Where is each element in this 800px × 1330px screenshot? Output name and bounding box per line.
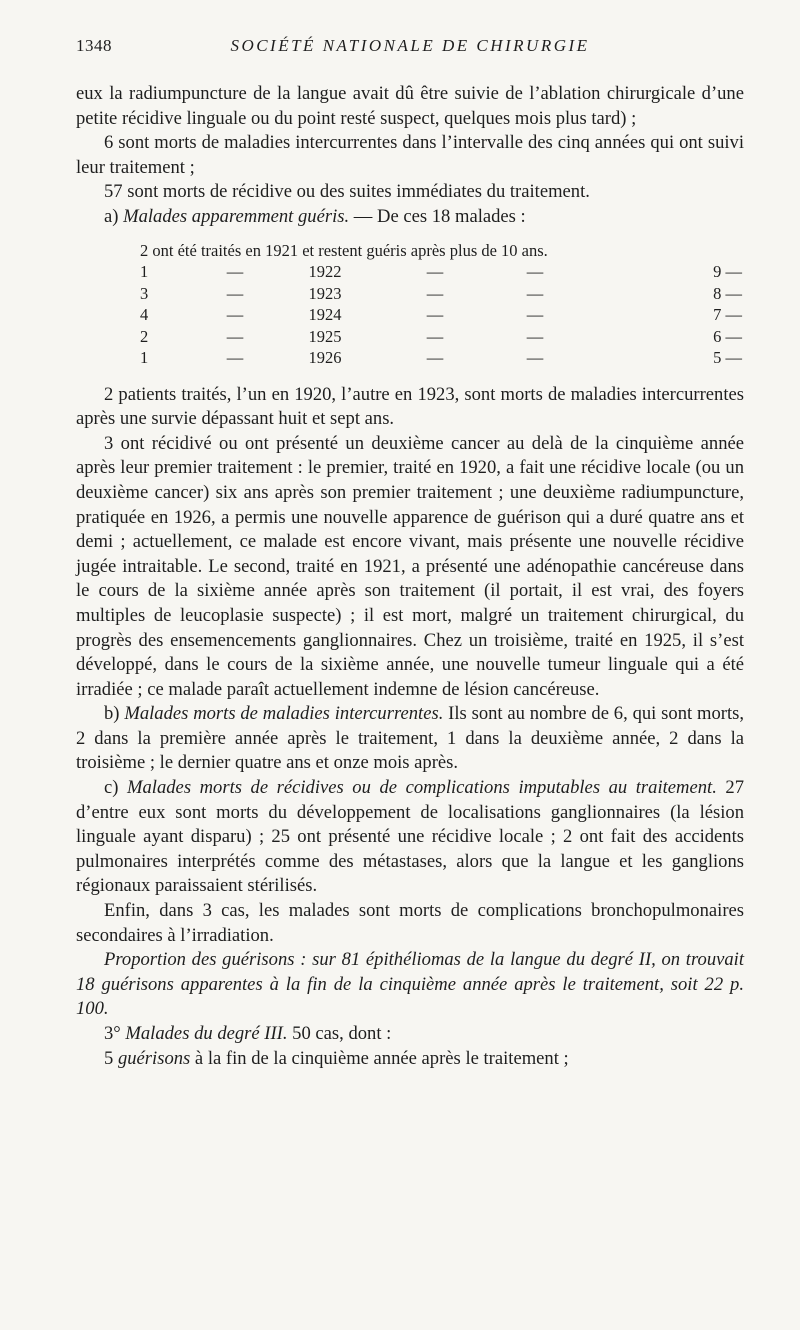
- italic-heading: Malades morts de maladies intercurrentes.: [124, 703, 444, 725]
- table-row: 2 ont été traités en 1921 et restent guéris après plus de 10 ans.: [140, 240, 548, 260]
- table-row: 4 — 1924 — — 7 —: [140, 305, 742, 325]
- paragraph: 57 sont morts de récidive ou des suites immédiates du traitement.: [104, 181, 590, 203]
- section-heading-b: b) Malades morts de maladies intercurrentes. Ils sont au nombre de 6, qui sont morts, 2 dans la première année après le traitement, 1 dans la deuxième année, 2 dans la troisième ; le dernier quatre ans et onze mois après.: [76, 703, 744, 774]
- paragraph: 5 guérisons à la fin de la cinquième année après le traitement ;: [104, 1047, 569, 1069]
- proportion-statement: Proportion des guérisons : sur 81 épithéliomas de la langue du degré II, on trouvait 18 guérisons apparentes à la fin de la cinquième année après le traitement, soit 22 p. 100.: [76, 949, 744, 1020]
- paragraph: eux la radiumpuncture de la langue avait dû être suivie de l’ablation chirurgicale d’une petite récidive linguale ou du point resté suspect, quelques mois plus tard) ;: [76, 83, 744, 129]
- table-row: 2 — 1925 — — 6 —: [140, 326, 742, 346]
- section-heading-a: a) Malades apparemment guéris. — De ces 18 malades :: [104, 205, 526, 227]
- table-row: 1 — 1926 — — 5 —: [140, 348, 742, 368]
- table-row: 1 — 1922 — — 9 —: [140, 262, 742, 282]
- italic-heading: Malades morts de récidives ou de complications imputables au traitement.: [127, 777, 717, 799]
- italic-heading: Malades du degré III.: [125, 1023, 288, 1044]
- page-number: 1348: [76, 36, 112, 55]
- paragraph: 3 ont récidivé ou ont présenté un deuxième cancer au delà de la cinquième année après leur premier traitement : le premier, traité en 1920, a fait une récidive locale (ou un deuxième cancer) six ans après son premier traitement ; une deuxième radiumpuncture, pratiquée en 1926, a permis une nouvelle apparence de guérison qui a duré quatre ans et demi ; actuellement, ce malade est encore vivant, mais présente une nouvelle récidive jugée intraitable. Le second, traité en 1921, a présenté une adénopathie cancéreuse dans le cours de la sixième année après son traitement (il portait, il est vrai, des foyers multiples de leucoplasie suspecte) ; il est mort, malgré un traitement chirurgical, du progrès des ensemencements ganglionnaires. Chez un troisième, traité en 1925, il s’est développé, dans le cours de la sixième année, une nouvelle tumeur linguale qui a été irradiée ; ce malade paraît actuellement indemne de lésion cancéreuse.: [76, 432, 744, 700]
- section-heading-degree-3: 3° Malades du degré III. 50 cas, dont :: [104, 1023, 392, 1044]
- italic-heading: Malades apparemment guéris.: [123, 205, 350, 227]
- running-header: [76, 36, 744, 62]
- running-title: SOCIÉTÉ NATIONALE DE CHIRURGIE: [230, 36, 590, 55]
- table-row: 3 — 1923 — — 8 —: [140, 283, 742, 303]
- paragraph: Enfin, dans 3 cas, les malades sont morts de complications bronchopulmonaires secondaires à l’irradiation.: [76, 900, 744, 946]
- cure-table: [76, 240, 744, 369]
- body-text: [76, 82, 744, 1071]
- section-heading-c: c) Malades morts de récidives ou de complications imputables au traitement. 27 d’entre eux sont morts du développement de localisations ganglionnaires (la lésion linguale ayant disparu) ; 25 ont présenté une récidive locale ; 2 ont fait des accidents pulmonaires interprétés comme des métastases, alors que la langue et les ganglions régionaux paraissaient stérilisés.: [76, 777, 744, 897]
- paragraph: 6 sont morts de maladies intercurrentes dans l’intervalle des cinq années qui ont suivi leur traitement ;: [76, 132, 744, 178]
- paragraph: 2 patients traités, l’un en 1920, l’autre en 1923, sont morts de maladies intercurrentes après une survie dépassant huit et sept ans.: [76, 383, 744, 430]
